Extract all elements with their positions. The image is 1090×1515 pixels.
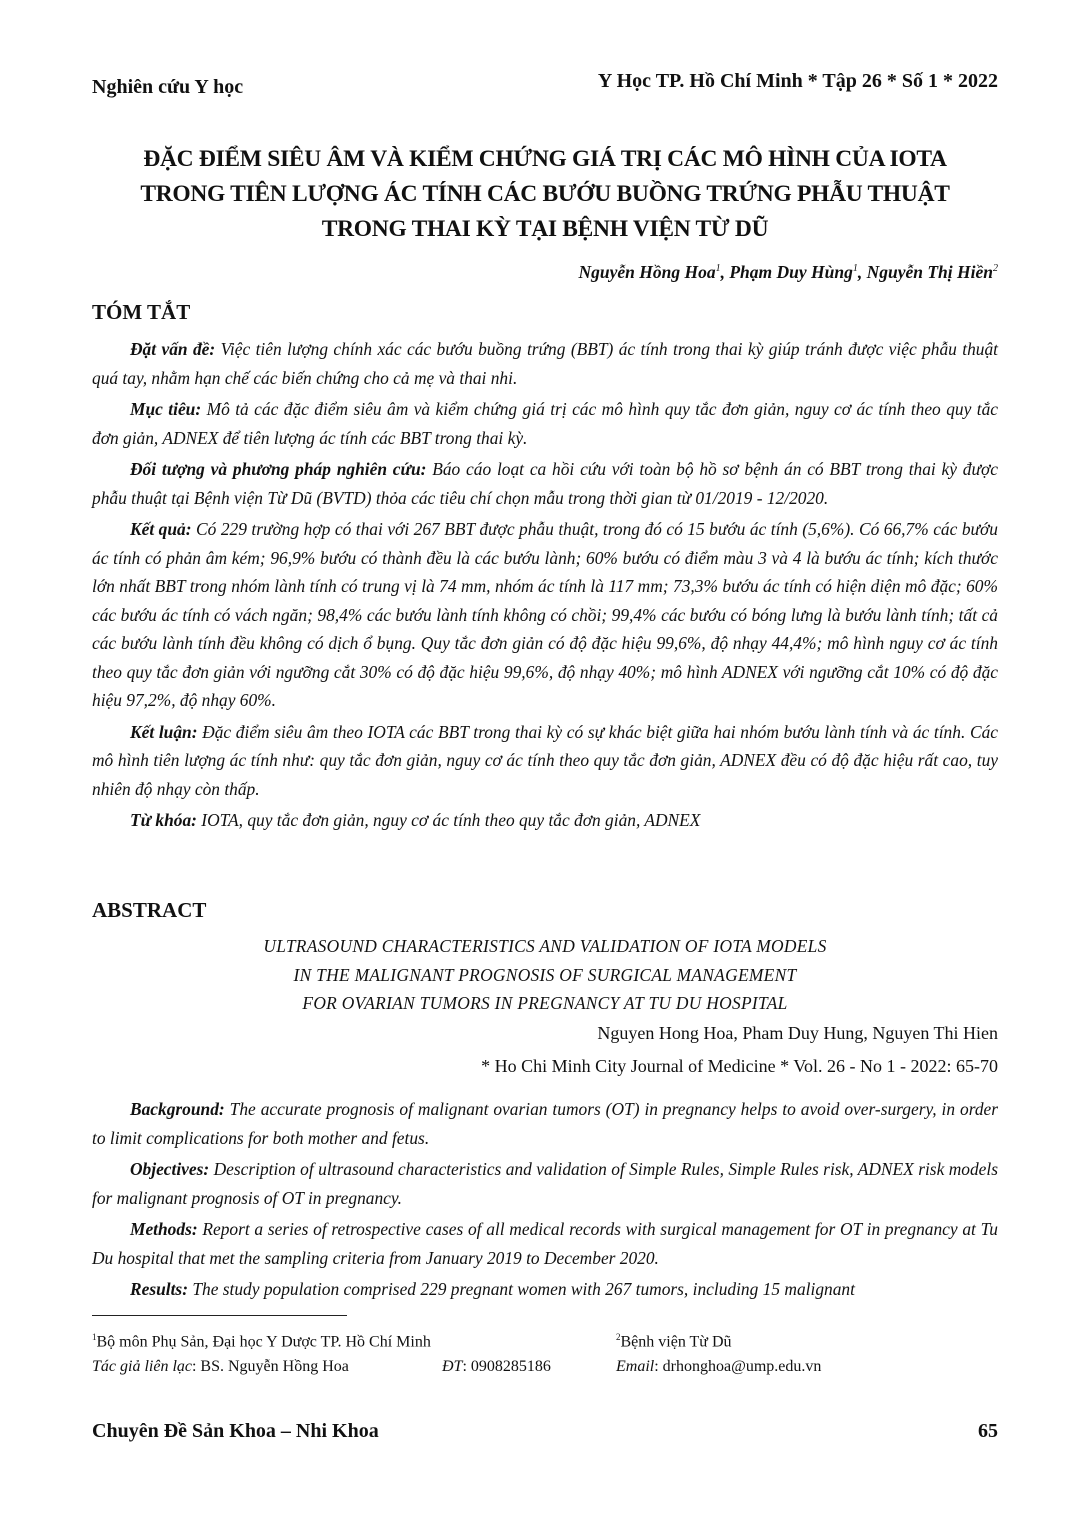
author-separator: , bbox=[720, 262, 730, 282]
vn-keywords bbox=[92, 806, 998, 835]
en-abstract-body bbox=[92, 1095, 998, 1304]
title-line: ĐẶC ĐIỂM SIÊU ÂM VÀ KIỂM CHỨNG GIÁ TRỊ CÁC MÔ HÌNH CỦA IOTA bbox=[143, 146, 947, 172]
en-title-line: FOR OVARIAN TUMORS IN PREGNANCY AT TU DU HOSPITAL bbox=[302, 993, 788, 1013]
affiliation-mark: 2 bbox=[993, 263, 998, 275]
en-title-line: IN THE MALIGNANT PROGNOSIS OF SURGICAL MANAGEMENT bbox=[293, 964, 797, 985]
paragraph-label: Methods: bbox=[130, 1219, 198, 1239]
paragraph-text: Report a series of retrospective cases of all medical records with surgical management for OT in pregnancy at Tu Du hospital that met the sampling criteria from January 2019 to December 2020. bbox=[92, 1219, 998, 1268]
contact-label: Tác giả liên lạc bbox=[92, 1358, 192, 1375]
en-abstract-paragraph bbox=[92, 1155, 998, 1212]
en-abstract-paragraph bbox=[92, 1275, 998, 1304]
affiliation-mark: 1 bbox=[92, 1332, 97, 1342]
author-separator: , bbox=[857, 262, 867, 282]
header-section: Nghiên cứu Y học bbox=[92, 76, 244, 98]
paragraph-label: Kết quả: bbox=[130, 519, 192, 539]
paragraph-text: The study population comprised 229 pregnant women with 267 tumors, including 15 malignant bbox=[187, 1279, 855, 1299]
affiliation-text: Bộ môn Phụ Sản, Đại học Y Dược TP. Hồ Chí Minh bbox=[96, 1333, 431, 1351]
affiliation-1 bbox=[92, 1332, 431, 1351]
paragraph-text: The accurate prognosis of malignant ovarian tumors (OT) in pregnancy helps to avoid over-surgery, in order to limit complications for both mother and fetus. bbox=[92, 1099, 998, 1148]
paragraph-label: Kết luận: bbox=[130, 721, 198, 742]
title-line: TRONG TIÊN LƯỢNG ÁC TÍNH CÁC BƯỚU BUỒNG TRỨNG PHẪU THUẬT bbox=[140, 181, 950, 207]
paragraph-label: Objectives: bbox=[130, 1159, 210, 1179]
paragraph-label: Từ khóa: bbox=[130, 810, 197, 830]
vn-abstract-heading: TÓM TẮT bbox=[92, 300, 191, 324]
email-label: Email bbox=[616, 1358, 655, 1375]
paragraph-label: Background: bbox=[130, 1099, 225, 1119]
paragraph-text: Báo cáo loạt ca hồi cứu với toàn bộ hồ sơ bệnh án có BBT trong thai kỳ được phẫu thuật tại Bệnh viện Từ Dũ (BVTD) thỏa các tiêu chí chọn mẫu trong thời gian từ 01/2019 - 12/2020. bbox=[92, 459, 998, 508]
en-title-line: ULTRASOUND CHARACTERISTICS AND VALIDATION OF IOTA MODELS bbox=[263, 936, 827, 956]
email-value: : drhonghoa@ump.edu.vn bbox=[654, 1358, 822, 1375]
en-article-title bbox=[92, 932, 998, 1018]
paragraph-label: Results: bbox=[130, 1279, 188, 1299]
phone-value: : 0908285186 bbox=[462, 1358, 551, 1375]
paragraph-text: Mô tả các đặc điểm siêu âm và kiểm chứng giá trị các mô hình quy tắc đơn giản, nguy cơ ác tính theo quy tắc đơn giản, ADNEX để tiên lượng ác tính các BBT trong thai kỳ. bbox=[92, 399, 998, 448]
paragraph-text: Description of ultrasound characteristics and validation of Simple Rules, Simple Rules risk, ADNEX risk models for malignant prognosis of OT in pregnancy. bbox=[92, 1159, 998, 1208]
running-header bbox=[92, 68, 998, 108]
contact-value: : BS. Nguyễn Hồng Hoa bbox=[191, 1358, 349, 1375]
vn-abstract-paragraph bbox=[92, 335, 998, 392]
vn-abstract-paragraph bbox=[92, 395, 998, 452]
title-line: TRONG THAI KỲ TẠI BỆNH VIỆN TỪ DŨ bbox=[321, 216, 769, 242]
header-journal: Y Học TP. Hồ Chí Minh * Tập 26 * Số 1 * 2022 bbox=[597, 70, 998, 92]
article-title bbox=[92, 142, 998, 247]
author-name: Nguyễn Hồng Hoa bbox=[578, 262, 716, 282]
paragraph-label: Mục tiêu: bbox=[130, 399, 202, 419]
affiliation-text: Bệnh viện Từ Dũ bbox=[620, 1333, 732, 1351]
contact-email bbox=[616, 1358, 821, 1376]
contact-phone bbox=[442, 1358, 551, 1376]
paragraph-label: Đặt vấn đề: bbox=[130, 339, 216, 359]
vn-abstract-paragraph bbox=[92, 515, 998, 715]
phone-label: ĐT bbox=[442, 1358, 463, 1375]
vn-abstract-paragraph bbox=[92, 718, 998, 804]
en-author-list: Nguyen Hong Hoa, Pham Duy Hung, Nguyen Thi Hien bbox=[597, 1023, 998, 1043]
author-name: Nguyễn Thị Hiền bbox=[866, 262, 993, 282]
footer-issue: Chuyên Đề Sản Khoa – Nhi Khoa bbox=[92, 1420, 379, 1442]
en-citation: * Ho Chi Minh City Journal of Medicine * Vol. 26 - No 1 - 2022: 65-70 bbox=[481, 1056, 998, 1076]
author-name: Phạm Duy Hùng bbox=[729, 262, 853, 282]
affiliation-mark: 2 bbox=[616, 1332, 621, 1342]
en-abstract-heading: ABSTRACT bbox=[92, 898, 207, 922]
affiliation-mark: 1 bbox=[852, 263, 858, 275]
affiliation-mark: 1 bbox=[715, 263, 721, 275]
paragraph-text: IOTA, quy tắc đơn giản, nguy cơ ác tính theo quy tắc đơn giản, ADNEX bbox=[196, 810, 701, 830]
paragraph-text: Đặc điểm siêu âm theo IOTA các BBT trong thai kỳ có sự khác biệt giữa hai nhóm bướu lành tính và ác tính. Các mô hình tiên lượng ác tính như: quy tắc đơn giản, nguy cơ ác tính theo quy tắc đơn giản, ADNEX đều có độ đặc hiệu rất cao, tuy nhiên độ nhạy còn thấp. bbox=[92, 721, 998, 799]
en-abstract-paragraph bbox=[92, 1215, 998, 1272]
footnote-divider bbox=[92, 1315, 347, 1316]
paragraph-text: Việc tiên lượng chính xác các bướu buồng trứng (BBT) ác tính trong thai kỳ giúp tránh được việc phẫu thuật quá tay, nhằm hạn chế các biến chứng cho cả mẹ và thai nhi. bbox=[92, 339, 998, 388]
author-list bbox=[578, 262, 998, 283]
vn-abstract-paragraph bbox=[92, 455, 998, 512]
paragraph-label: Đối tượng và phương pháp nghiên cứu: bbox=[130, 459, 427, 479]
vn-abstract-body bbox=[92, 335, 998, 835]
paragraph-text: Có 229 trường hợp có thai với 267 BBT được phẫu thuật, trong đó có 15 bướu ác tính (5,6%). Có 66,7% các bướu ác tính có phản âm kém; 96,9% bướu có thành đều là các bướu lành; 60% bướu có điểm màu 3 và 4 là bướu ác tính; kích thước lớn nhất BBT trong nhóm lành tính có trung vị là 74 mm, nhóm ác tính là 117 mm; 73,3% bướu ác tính có hiện diện mô đặc; 60% các bướu ác tính có vách ngăn; 98,4% các bướu lành tính không có chồi; 99,4% các bướu có bóng lưng là bướu lành tính; tất cả các bướu lành tính đều không có dịch ổ bụng. Quy tắc đơn giản có độ đặc hiệu 99,6%, độ nhạy 44,4%; mô hình nguy cơ ác tính theo quy tắc đơn giản với ngưỡng cắt 30% có độ đặc hiệu 99,6%, độ nhạy 40%; mô hình ADNEX với ngưỡng cắt 10% có độ đặc hiệu 97,2%, độ nhạy 60%. bbox=[92, 519, 998, 710]
en-abstract-paragraph bbox=[92, 1095, 998, 1152]
article-page bbox=[92, 0, 998, 1515]
page-number: 65 bbox=[978, 1420, 998, 1442]
affiliation-2 bbox=[616, 1332, 732, 1351]
corresponding-author bbox=[92, 1358, 349, 1376]
